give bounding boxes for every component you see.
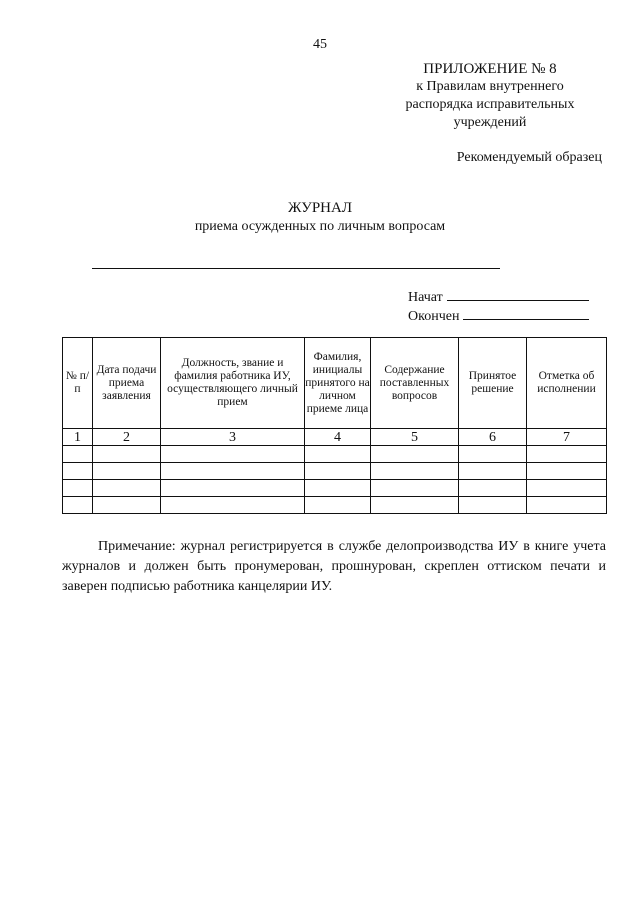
table-cell	[371, 480, 459, 497]
table-cell	[527, 480, 607, 497]
ended-blank	[463, 307, 589, 320]
started-blank	[447, 288, 589, 301]
table-cell	[459, 480, 527, 497]
header-cell-date: Дата подачи приема заявления	[93, 338, 161, 429]
table-cell	[527, 497, 607, 514]
recommended-sample: Рекомендуемый образец	[456, 150, 602, 165]
ended-row	[408, 307, 589, 325]
note-text: Примечание: журнал регистрируется в службе делопроизводства ИУ в книге учета журналов и должен быть пронумерован, прошнурован, скреплен оттиском печати и заверен подписью работника канцелярии ИУ.	[62, 539, 606, 594]
column-number: 4	[305, 429, 371, 446]
header-cell-number: № п/п	[63, 338, 93, 429]
column-number: 3	[161, 429, 305, 446]
table-cell	[459, 497, 527, 514]
table-cell	[63, 446, 93, 463]
ended-label: Окончен	[408, 309, 460, 324]
table-cell	[459, 463, 527, 480]
header-cell-execution: Отметка об исполнении	[527, 338, 607, 429]
table-row	[63, 497, 607, 514]
journal-table	[62, 337, 607, 514]
column-number: 7	[527, 429, 607, 446]
table-cell	[527, 446, 607, 463]
column-number: 1	[63, 429, 93, 446]
header-cell-employee: Должность, звание и фамилия работника ИУ, осуществляющего личный прием	[161, 338, 305, 429]
table-cell	[371, 446, 459, 463]
started-row	[408, 288, 589, 306]
table-cell	[161, 463, 305, 480]
table-row	[63, 463, 607, 480]
table-cell	[371, 463, 459, 480]
appendix-block	[380, 60, 600, 132]
appendix-line: к Правилам внутреннего	[416, 79, 564, 94]
table-cell	[161, 480, 305, 497]
table-cell	[305, 480, 371, 497]
table-cell	[63, 497, 93, 514]
table-cell	[459, 446, 527, 463]
column-number: 5	[371, 429, 459, 446]
journal-title: ЖУРНАЛ	[287, 200, 353, 216]
table-row	[63, 446, 607, 463]
table-row	[63, 480, 607, 497]
table-cell	[93, 463, 161, 480]
appendix-line: учреждений	[453, 115, 527, 130]
table-header-row	[63, 338, 607, 429]
table-cell	[305, 497, 371, 514]
header-cell-person: Фамилия, инициалы принятого на личном приеме лица	[305, 338, 371, 429]
header-cell-content: Содержание поставленных вопросов	[371, 338, 459, 429]
note-paragraph	[62, 537, 606, 597]
column-number: 2	[93, 429, 161, 446]
table-cell	[161, 446, 305, 463]
started-label: Начат	[408, 290, 443, 305]
table-cell	[305, 463, 371, 480]
appendix-line: распорядка исправительных	[405, 97, 575, 112]
table-cell	[371, 497, 459, 514]
appendix-title: ПРИЛОЖЕНИЕ № 8	[423, 61, 557, 77]
table-cell	[93, 480, 161, 497]
header-cell-decision: Принятое решение	[459, 338, 527, 429]
table-cell	[63, 480, 93, 497]
table-cell	[527, 463, 607, 480]
table-cell	[93, 446, 161, 463]
institution-name-line	[92, 268, 500, 269]
table-cell	[63, 463, 93, 480]
table-number-row	[63, 429, 607, 446]
table-cell	[93, 497, 161, 514]
page-number: 45	[313, 37, 327, 52]
table-cell	[161, 497, 305, 514]
table-cell	[305, 446, 371, 463]
journal-subtitle: приема осужденных по личным вопросам	[194, 219, 446, 234]
column-number: 6	[459, 429, 527, 446]
